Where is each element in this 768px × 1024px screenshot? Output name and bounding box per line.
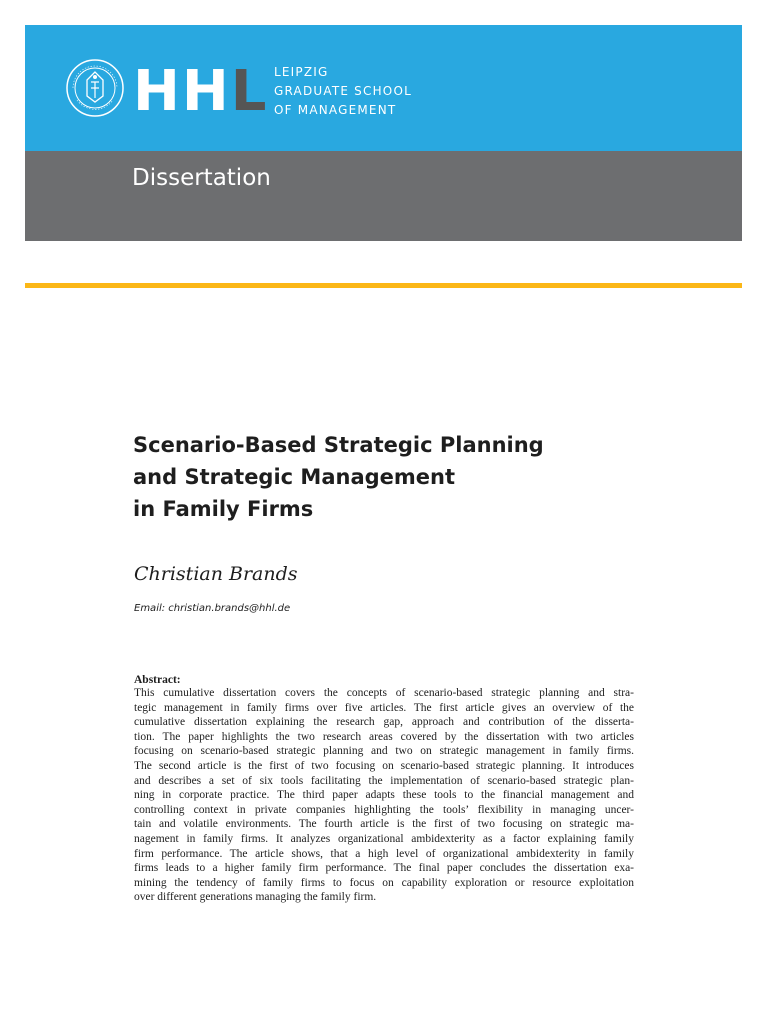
- author-email: Email: christian.brands@hhl.de: [134, 603, 291, 614]
- abstract-line: tegic management in family firms over five articles. The first article gives an overview of the: [134, 701, 634, 714]
- abstract-line: over different generations managing the family firm.: [134, 891, 377, 904]
- svg-text:HHL: HHL: [133, 60, 269, 116]
- school-name-line: GRADUATE SCHOOL: [274, 84, 412, 98]
- title-line: Scenario-Based Strategic Planning: [133, 433, 544, 457]
- university-seal-icon: [65, 58, 125, 118]
- document-type-band: [25, 151, 742, 241]
- document-type-label: Dissertation: [132, 165, 271, 191]
- abstract-line: mining the tendency of family firms to focus on capability exploration or resource exploitation: [134, 876, 634, 889]
- abstract-line: The second article is the first of two focusing on scenario-based strategic planning. It introduces: [134, 759, 634, 772]
- abstract-line: ning in corporate practice. The third paper adapts these tools to the financial management and: [134, 789, 634, 802]
- abstract-line: tain and volatile environments. The fourth article is the first of two focusing on strategic ma-: [134, 818, 634, 831]
- abstract-line: This cumulative dissertation covers the concepts of scenario-based strategic planning and stra-: [134, 687, 634, 699]
- title-line: in Family Firms: [133, 497, 314, 521]
- author-name: Christian Brands: [134, 563, 298, 585]
- title-line: and Strategic Management: [133, 465, 456, 489]
- school-name: [274, 63, 412, 120]
- school-name-line: OF MANAGEMENT: [274, 103, 397, 117]
- abstract-heading: Abstract:: [134, 674, 181, 686]
- school-name-line: LEIPZIG: [274, 65, 329, 79]
- abstract-line: firms leads to a higher family firm performance. The final paper concludes the dissertation exa-: [134, 862, 634, 875]
- accent-rule: [25, 283, 742, 288]
- abstract-line: focusing on scenario-based strategic planning and two on strategic management in family firms.: [134, 745, 634, 758]
- abstract-body: [134, 686, 634, 905]
- abstract-line: cumulative dissertation explaining the research gap, approach and contribution of the disserta-: [134, 716, 634, 729]
- abstract-line: nagement in family firms. It analyzes organizational ambidexterity as a factor explaining family: [134, 832, 634, 845]
- abstract-line: firm performance. The article shows, that a high level of organizational ambidexterity in family: [134, 847, 634, 860]
- abstract-line: and describes a set of six tools facilitating the implementation of scenario-based strategic plan-: [134, 774, 634, 787]
- abstract-line: controlling context in private companies highlighting the tools’ flexibility in managing uncer-: [134, 803, 634, 816]
- hhl-wordmark: [133, 60, 269, 116]
- document-title: [133, 429, 653, 525]
- abstract-line: tion. The paper highlights the two research areas covered by the dissertation with two articles: [134, 730, 634, 743]
- header-banner: [25, 25, 742, 151]
